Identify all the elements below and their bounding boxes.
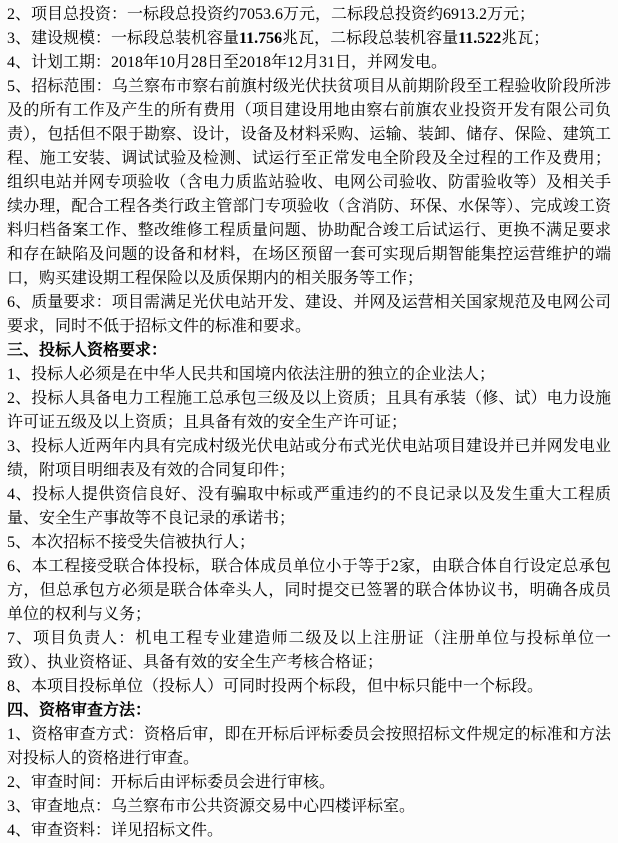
paragraph <box>7 723 611 771</box>
paragraph <box>7 75 611 291</box>
paragraph <box>7 3 611 27</box>
paragraph <box>7 291 611 339</box>
text-run: 兆瓦，二标段总装机容量 <box>282 30 459 47</box>
paragraph <box>7 27 611 51</box>
paragraph <box>7 483 611 531</box>
paragraph <box>7 363 611 387</box>
text-run: 2、项目总投资：一标段总投资约7053.6万元，二标段总投资约6913.2万元； <box>7 6 536 23</box>
paragraph <box>7 51 611 75</box>
text-run: 4、投标人提供资信良好、没有骗取中标或严重违约的不良记录以及发生重大工程质量、安全生产事故等不良记录的承诺书； <box>7 486 611 527</box>
text-run: 4、计划工期：2018年10月28日至2018年12月31日，并网发电。 <box>7 54 448 71</box>
text-run: 3、投标人近两年内具有完成村级光伏电站或分布式光伏电站项目建设并已并网发电业绩，附项目明细表及有效的合同复印件； <box>7 438 611 479</box>
paragraph <box>7 531 611 555</box>
section-heading <box>7 339 611 363</box>
text-run: 7、项目负责人：机电工程专业建造师二级及以上注册证（注册单位与投标单位一致）、执业资格证、具备有效的安全生产考核合格证； <box>7 630 611 671</box>
text-run: 2、审查时间：开标后由评标委员会进行审核。 <box>7 774 336 791</box>
text-run: 兆瓦； <box>501 30 550 47</box>
text-run: 4、审查资料：详见招标文件。 <box>7 822 224 839</box>
text-run: 6、本工程接受联合体投标，联合体成员单位小于等于2家，由联合体自行设定总承包方，但总承包方必须是联合体牵头人，同时提交已签署的联合体协议书，明确各成员单位的权利与义务； <box>7 558 611 623</box>
paragraph <box>7 819 611 843</box>
text-run: 3、审查地点：乌兰察布市公共资源交易中心四楼评标室。 <box>7 798 416 815</box>
text-run: 1、资格审查方式：资格后审，即在开标后评标委员会按照招标文件规定的标准和方法对投标人的资格进行审查。 <box>7 726 611 767</box>
text-run: 8、本项目投标单位（投标人）可同时投两个标段，但中标只能中一个标段。 <box>7 678 544 695</box>
text-run: 5、招标范围：乌兰察布市察右前旗村级光伏扶贫项目从前期阶段至工程验收阶段所涉及的所有工作及产生的所有费用（项目建设用地由察右前旗农业投资开发有限公司负责），包括但不限于勘察、设计，设备及材料采购、运输、装卸、储存、保险、建筑工程、施工安装、调试试验及检测、试运行至正常发电全阶段及全过程的工作及费用；组织电站并网专项验收（含电力质监站验收、电网公司验收、防雷验收等）及相关手续办理，配合工程各类行政主管部门专项验收（含消防、环保、水保等）、完成竣工资料归档备案工作、整改维修工程质量问题、协助配合竣工后试运行、更换不满足要求和存在缺陷及问题的设备和材料，在场区预留一套可实现后期智能集控运营维护的端口，购买建设期工程保险以及质保期内的相关服务等工作； <box>7 78 611 287</box>
paragraph <box>7 555 611 627</box>
text-run: 三、投标人资格要求： <box>7 342 168 359</box>
text-run: 5、本次招标不接受失信被执行人； <box>7 534 256 551</box>
text-run: 11.522 <box>458 30 502 47</box>
paragraph <box>7 771 611 795</box>
section-heading <box>7 699 611 723</box>
text-run: 四、资格审查方法： <box>7 702 152 719</box>
paragraph <box>7 627 611 675</box>
text-run: 1、投标人必须是在中华人民共和国境内依法注册的独立的企业法人； <box>7 366 496 383</box>
paragraph <box>7 675 611 699</box>
paragraph <box>7 387 611 435</box>
text-run: 2、投标人具备电力工程施工总承包三级及以上资质；且具有承装（修、试）电力设施许可证五级及以上资质；且具备有效的安全生产许可证； <box>7 390 611 431</box>
text-run: 3、建设规模：一标段总装机容量 <box>7 30 240 47</box>
text-run: 6、质量要求：项目需满足光伏电站开发、建设、并网及运营相关国家规范及电网公司要求，同时不低于招标文件的标准和要求。 <box>7 294 611 335</box>
paragraph <box>7 795 611 819</box>
text-run: 11.756 <box>239 30 283 47</box>
paragraph <box>7 435 611 483</box>
